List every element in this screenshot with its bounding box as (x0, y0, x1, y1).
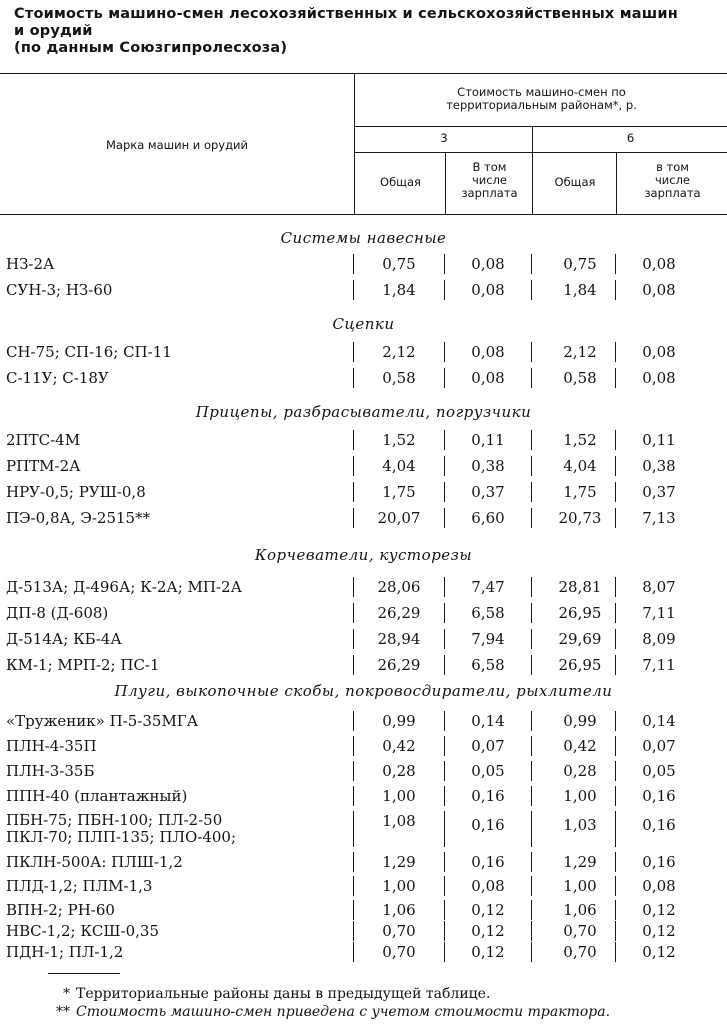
cell-wage-6: 8,09 (642, 630, 676, 648)
section-title: Системы навесные (280, 229, 447, 247)
table-row (0, 785, 727, 809)
table-row (0, 429, 727, 453)
header-divider-sub-1 (445, 152, 446, 214)
cell-wage-6: 0,08 (642, 877, 676, 895)
cell-wage-3: 0,05 (471, 762, 505, 780)
cell-total-6: 1,00 (563, 877, 597, 895)
cell-total-3: 1,52 (382, 431, 416, 449)
cell-wage-6: 0,16 (642, 787, 676, 805)
cell-wage-3: 0,12 (471, 901, 505, 919)
table-row (0, 341, 727, 365)
cell-wage-6: 0,37 (642, 483, 676, 501)
cell-wage-6: 7,11 (642, 604, 676, 622)
table-title (14, 6, 714, 57)
cell-wage-3: 6,58 (471, 604, 505, 622)
header-top-rule (0, 73, 727, 74)
cell-wage-3: 0,14 (471, 712, 505, 730)
cell-wage-3: 0,11 (471, 431, 505, 449)
cell-wage-6: 0,16 (642, 853, 676, 871)
cell-total-3: 1,84 (382, 281, 416, 299)
row-name: ПЛД-1,2; ПЛМ-1,3 (6, 877, 153, 895)
cell-total-3: 26,29 (377, 604, 421, 622)
cell-wage-3: 0,16 (471, 787, 505, 805)
cell-total-3: 0,28 (382, 762, 416, 780)
header-district-rule (354, 152, 727, 153)
cell-total-6: 26,95 (558, 604, 602, 622)
cell-total-3: 28,94 (377, 630, 421, 648)
brand-column-header: Марка машин и орудий (106, 138, 248, 152)
row-name: СУН-3; НЗ-60 (6, 281, 113, 299)
cell-total-6: 0,99 (563, 712, 597, 730)
cell-total-3: 1,00 (382, 787, 416, 805)
table-row (0, 810, 727, 850)
row-name (6, 812, 236, 846)
cell-total-3: 1,29 (382, 853, 416, 871)
cell-total-3: 28,06 (377, 578, 421, 596)
row-name-line-2: ПКЛ-70; ПЛП-135; ПЛО-400; (6, 828, 237, 846)
cell-wage-6: 0,08 (642, 369, 676, 387)
table-row (0, 735, 727, 759)
cell-total-6: 1,84 (563, 281, 597, 299)
header-divider-districts (532, 126, 533, 214)
cell-total-3: 1,06 (382, 901, 416, 919)
cell-total-6: 1,00 (563, 787, 597, 805)
cell-total-6: 28,81 (558, 578, 602, 596)
cell-total-6: 4,04 (563, 457, 597, 475)
cell-total-3: 1,00 (382, 877, 416, 895)
row-name: ПДН-1; ПЛ-1,2 (6, 943, 124, 961)
wage-header-1: В том числе зарплата (461, 160, 518, 200)
header-cost-rule (354, 126, 727, 127)
table-row (0, 710, 727, 734)
cell-wage-3: 0,08 (471, 369, 505, 387)
cell-total-6: 20,73 (558, 509, 602, 527)
row-name: НЗ-2А (6, 255, 55, 273)
row-name: НРУ-0,5; РУШ-0,8 (6, 483, 146, 501)
total-header-2: Общая (554, 175, 596, 189)
footnote-rule (48, 973, 120, 974)
row-name: 2ПТС-4М (6, 431, 81, 449)
cell-wage-6: 0,14 (642, 712, 676, 730)
row-name: НВС-1,2; КСШ-0,35 (6, 922, 159, 940)
header-divider-sub-2 (616, 152, 617, 214)
cell-wage-3: 0,38 (471, 457, 505, 475)
row-name: Д-514А; КБ-4А (6, 630, 122, 648)
cell-wage-6: 0,16 (642, 816, 676, 834)
row-name: СН-75; СП-16; СП-11 (6, 343, 172, 361)
cell-total-3: 26,29 (377, 656, 421, 674)
row-name: КМ-1; МРП-2; ПС-1 (6, 656, 160, 674)
footnote-text: Стоимость машино-смен приведена с учетом стоимости трактора. (76, 1004, 611, 1020)
table-row (0, 628, 727, 652)
cell-total-6: 1,03 (563, 816, 597, 834)
footnote-mark: * (63, 986, 70, 1002)
cell-total-3: 0,70 (382, 943, 416, 961)
cell-total-3: 1,08 (382, 812, 416, 830)
title-line-2: и орудий (14, 23, 93, 39)
header-divider-main (354, 73, 355, 214)
cell-total-6: 1,06 (563, 901, 597, 919)
cell-wage-6: 7,13 (642, 509, 676, 527)
row-name: Д-513А; Д-496А; К-2А; МП-2А (6, 578, 242, 596)
table-row (0, 851, 727, 875)
cell-wage-3: 0,08 (471, 281, 505, 299)
cell-wage-6: 0,12 (642, 922, 676, 940)
cell-wage-3: 0,37 (471, 483, 505, 501)
total-header-1: Общая (380, 175, 421, 189)
cell-total-6: 1,29 (563, 853, 597, 871)
cell-wage-3: 0,08 (471, 255, 505, 273)
cell-wage-6: 0,08 (642, 343, 676, 361)
cell-wage-6: 8,07 (642, 578, 676, 596)
cell-total-3: 0,42 (382, 737, 416, 755)
row-name-line-1: ПБН-75; ПБН-100; ПЛ-2-50 (6, 811, 223, 829)
table-row (0, 941, 727, 965)
table-row (0, 760, 727, 784)
cost-column-header: Стоимость машино-смен по территориальным районам*, р. (446, 85, 637, 112)
cell-wage-6: 0,08 (642, 255, 676, 273)
cell-wage-6: 0,12 (642, 901, 676, 919)
footnote-text: Территориальные районы даны в предыдущей таблице. (76, 986, 491, 1002)
cell-wage-3: 0,08 (471, 343, 505, 361)
row-name: ДП-8 (Д-608) (6, 604, 109, 622)
cell-wage-3: 7,47 (471, 578, 505, 596)
footnote-2 (48, 1004, 610, 1020)
cell-total-6: 26,95 (558, 656, 602, 674)
row-name: ПЛН-3-35Б (6, 762, 95, 780)
row-name: РПТМ-2А (6, 457, 81, 475)
row-name: ПКЛН-500А: ПЛШ-1,2 (6, 853, 183, 871)
cell-total-6: 0,58 (563, 369, 597, 387)
district-6-header: 6 (626, 131, 635, 145)
cell-wage-3: 0,12 (471, 943, 505, 961)
cell-total-6: 0,28 (563, 762, 597, 780)
cell-wage-3: 0,16 (471, 853, 505, 871)
table-row (0, 253, 727, 277)
cell-wage-6: 0,38 (642, 457, 676, 475)
cell-total-3: 4,04 (382, 457, 416, 475)
cell-wage-6: 0,05 (642, 762, 676, 780)
section-title: Плуги, выкопочные скобы, покровосдиратели, рыхлители (114, 682, 613, 700)
table-row (0, 875, 727, 899)
cell-total-3: 0,75 (382, 255, 416, 273)
row-name: ВПН-2; РН-60 (6, 901, 115, 919)
cell-total-6: 0,75 (563, 255, 597, 273)
table-row (0, 507, 727, 531)
section-title: Сцепки (332, 315, 395, 333)
table-row (0, 455, 727, 479)
district-3-header: 3 (440, 131, 448, 145)
cell-wage-3: 6,60 (471, 509, 505, 527)
cell-wage-3: 0,07 (471, 737, 505, 755)
row-name: ПЛН-4-35П (6, 737, 97, 755)
table-row (0, 576, 727, 600)
cell-total-3: 0,58 (382, 369, 416, 387)
cell-wage-6: 0,08 (642, 281, 676, 299)
row-name: ПЭ-0,8А, Э-2515** (6, 509, 151, 527)
table-row (0, 367, 727, 391)
header-bottom-rule (0, 214, 727, 215)
cell-wage-6: 0,11 (642, 431, 676, 449)
cell-total-3: 1,75 (382, 483, 416, 501)
cell-wage-6: 7,11 (642, 656, 676, 674)
cell-total-6: 29,69 (558, 630, 602, 648)
cell-total-6: 0,70 (563, 922, 597, 940)
table-row (0, 602, 727, 626)
cell-total-6: 0,42 (563, 737, 597, 755)
cell-total-6: 1,52 (563, 431, 597, 449)
footnote-mark: ** (56, 1004, 70, 1020)
title-line-3: (по данным Союзгипролесхоза) (14, 40, 288, 56)
cell-wage-6: 0,07 (642, 737, 676, 755)
section-title: Прицепы, разбрасыватели, погрузчики (195, 403, 532, 421)
table-row (0, 654, 727, 678)
cell-total-3: 0,70 (382, 922, 416, 940)
cell-wage-3: 6,58 (471, 656, 505, 674)
row-name: ППН-40 (плантажный) (6, 787, 188, 805)
cell-wage-6: 0,12 (642, 943, 676, 961)
table-row (0, 279, 727, 303)
table-row (0, 481, 727, 505)
row-name: «Труженик» П-5-35МГА (6, 712, 199, 730)
title-line-1: Стоимость машино-смен лесохозяйственных и сельскохозяйственных машин (14, 6, 678, 22)
cell-wage-3: 0,16 (471, 816, 505, 834)
cell-total-6: 0,70 (563, 943, 597, 961)
row-name: С-11У; С-18У (6, 369, 109, 387)
cell-wage-3: 7,94 (471, 630, 505, 648)
cell-total-3: 2,12 (382, 343, 416, 361)
cell-wage-3: 0,12 (471, 922, 505, 940)
cell-total-6: 2,12 (563, 343, 597, 361)
section-title: Корчеватели, кусторезы (254, 546, 473, 564)
wage-header-2: в том числе зарплата (644, 160, 701, 200)
cell-total-3: 0,99 (382, 712, 416, 730)
cell-total-3: 20,07 (377, 509, 421, 527)
cell-total-6: 1,75 (563, 483, 597, 501)
cell-wage-3: 0,08 (471, 877, 505, 895)
footnote-1 (48, 986, 490, 1002)
